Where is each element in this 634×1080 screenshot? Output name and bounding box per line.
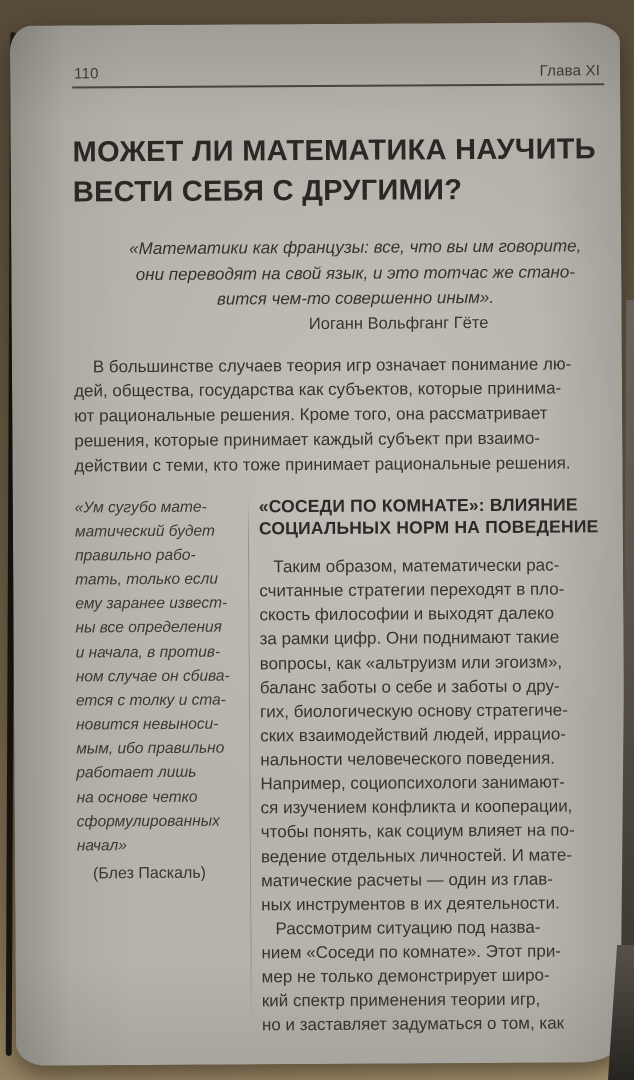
margin-quote-text: «Ум сугубо мате- матический будет правильно рабо- тать, только если ему заранее извест- ны все определения и начала, в против- ном случае он сбива- ется с толку и ста- новится невыноси- мым, ибо правильно работает лишь на основе четко сформулированных начал»	[74, 498, 230, 855]
section-body: Таким образом, математически рас- считанные стратегии переходят в пло- скость философии и выходят далеко за рамки цифр. Они поднимают такие вопросы, как «альтруизм или эгоизм», баланс заботы о себе и заботы о дру- гих, биологическую основу стратегиче- ских взаимодействий людей, иррацио- нальности человеческого поведения. Например, социопсихологи занимают- ся изучением конфликта и кооперации, чтобы понять, как социум влияет на по- ведение отдельных личностей. И мате- матические расчеты — один из глав- ных инструментов в их деятельности. Рассмотрим ситуацию под назва- нием «Соседи по комнате». Этот при- мер не только демонстрирует широ- кий спектр применения теории игр, но и заставляет задуматься о том, как	[259, 555, 575, 1035]
epigraph-text: «Математики как французы: все, что вы им говорите, они переводят на свой язык, и это тотчас же стано- вится чем-то совершенно иным».	[129, 236, 582, 309]
running-header	[72, 62, 604, 88]
margin-quote-attribution: (Блез Паскаль)	[92, 864, 207, 883]
page-content	[72, 62, 610, 1041]
chapter-label: Глава XI	[539, 62, 601, 80]
book-page	[10, 22, 626, 1066]
chapter-title: МОЖЕТ ЛИ МАТЕМАТИКА НАУЧИТЬ ВЕСТИ СЕБЯ С ДРУГИМИ?	[72, 133, 596, 209]
margin-quote	[75, 495, 242, 1039]
page-number: 110	[74, 65, 99, 83]
section-heading: «СОСЕДИ ПО КОМНАТЕ»: ВЛИЯНИЕ СОЦИАЛЬНЫХ НОРМ НА ПОВЕДЕНИЕ	[258, 494, 599, 539]
two-column-section	[75, 493, 610, 1039]
column-divider	[248, 497, 252, 1020]
epigraph-attribution: Иоганн Вольфганг Гёте	[308, 313, 489, 333]
main-column	[259, 493, 610, 1038]
epigraph	[73, 233, 606, 335]
lead-paragraph: В большинстве случаев теория игр означает понимание лю- дей, общества, государства как субъектов, которые принима- ют рациональные решения. Кроме того, она рассматривает решения, которые принимает каждый субъект при взаимо- действии с теми, кто тоже принимает рациональные решения.	[73, 353, 572, 476]
